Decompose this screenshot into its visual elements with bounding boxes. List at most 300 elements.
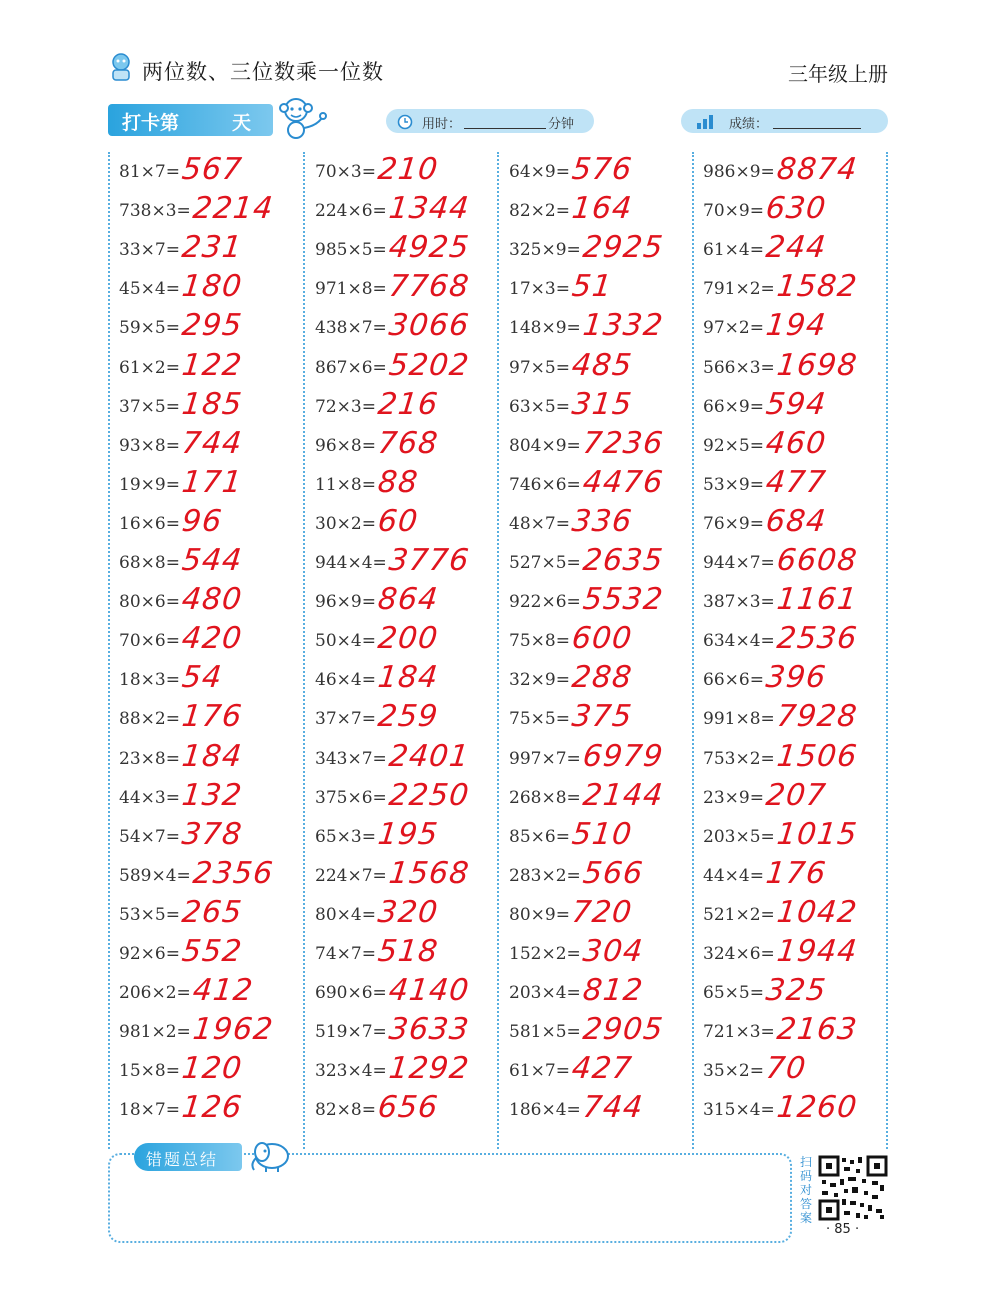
equation-text: 35×2=: [703, 1061, 764, 1082]
column-divider: [692, 152, 694, 1149]
problem-item: [509, 269, 689, 309]
handwritten-answer[interactable]: 1506: [775, 738, 860, 774]
equation-text: 80×9=: [509, 904, 570, 925]
handwritten-answer[interactable]: 864: [376, 582, 441, 618]
handwritten-answer[interactable]: 194: [764, 308, 829, 344]
equation-text: 634×4=: [703, 631, 775, 652]
handwritten-answer[interactable]: 315: [570, 386, 635, 422]
problem-item: [119, 699, 299, 739]
problem-item: [315, 660, 495, 700]
checkin-banner: [108, 104, 273, 136]
qr-code-icon[interactable]: [818, 1155, 888, 1221]
equation-text: 81×7=: [119, 162, 180, 182]
page-title: 两位数、三位数乘一位数: [142, 60, 384, 84]
problem-item: [509, 152, 689, 192]
equation-text: 66×6=: [703, 670, 764, 691]
handwritten-answer[interactable]: 768: [376, 425, 441, 461]
handwritten-answer[interactable]: 1344: [387, 191, 472, 227]
problem-item: [703, 816, 883, 857]
handwritten-answer[interactable]: 164: [570, 191, 635, 227]
handwritten-answer[interactable]: 4476: [581, 464, 666, 500]
handwritten-answer[interactable]: 265: [180, 894, 245, 930]
equation-text: 186×4=: [509, 1100, 581, 1121]
page-number: · 85 ·: [826, 1222, 860, 1237]
equation-text: 65×5=: [703, 983, 764, 1004]
equation-text: 32×9=: [509, 670, 570, 691]
problem-item: [119, 425, 299, 466]
page-header: [108, 50, 888, 90]
equation-text: 753×2=: [703, 748, 775, 769]
equation-text: 93×8=: [119, 435, 180, 456]
handwritten-answer[interactable]: 420: [180, 621, 245, 657]
handwritten-answer[interactable]: 656: [376, 1090, 441, 1126]
equation-text: 11×8=: [315, 474, 376, 495]
handwritten-answer[interactable]: 480: [180, 582, 245, 618]
equation-text: 203×4=: [509, 983, 581, 1004]
handwritten-answer[interactable]: 630: [764, 191, 829, 227]
equation-text: 981×2=: [119, 1022, 191, 1043]
handwritten-answer[interactable]: 744: [180, 425, 245, 461]
equation-text: 315×4=: [703, 1100, 775, 1121]
handwritten-answer[interactable]: 544: [180, 543, 245, 578]
equation-text: 566×3=: [703, 357, 775, 378]
problem-item: [703, 894, 883, 935]
equation-text: 64×9=: [509, 162, 570, 182]
handwritten-answer[interactable]: 412: [191, 973, 256, 1009]
problem-item: [119, 777, 299, 818]
equation-text: 438×7=: [315, 318, 387, 339]
equation-text: 18×7=: [119, 1100, 180, 1121]
problem-item: [703, 973, 883, 1013]
time-unit: 分钟: [548, 117, 575, 132]
problem-item: [703, 308, 883, 348]
equation-text: 986×9=: [703, 162, 775, 182]
equation-text: 589×4=: [119, 865, 191, 886]
problem-item: [703, 230, 883, 270]
problem-item: [509, 855, 689, 896]
equation-text: 65×3=: [315, 826, 376, 847]
handwritten-answer[interactable]: 171: [180, 464, 245, 500]
problem-item: [315, 230, 495, 270]
problem-item: [509, 621, 689, 661]
equation-text: 92×6=: [119, 944, 180, 964]
handwritten-answer[interactable]: 180: [180, 269, 245, 305]
problem-item: [119, 230, 299, 270]
problem-item: [315, 543, 495, 583]
handwritten-answer[interactable]: 120: [180, 1051, 245, 1087]
equation-text: 19×9=: [119, 474, 180, 495]
time-label: 用时：: [422, 117, 462, 132]
equation-text: 375×6=: [315, 787, 387, 808]
handwritten-answer[interactable]: 1698: [775, 347, 860, 383]
equation-text: 23×8=: [119, 748, 180, 769]
handwritten-answer[interactable]: 184: [376, 660, 441, 696]
problem-item: [119, 816, 299, 857]
equation-text: 152×2=: [509, 944, 581, 964]
handwritten-answer[interactable]: 684: [764, 503, 829, 539]
problem-item: [703, 777, 883, 818]
problem-item: [119, 1051, 299, 1091]
equation-text: 75×8=: [509, 631, 570, 652]
score-label: 成绩：: [729, 117, 769, 132]
problem-item: [703, 699, 883, 739]
column-divider: [886, 152, 888, 1149]
handwritten-answer[interactable]: 2163: [775, 1012, 860, 1048]
problem-item: [119, 191, 299, 231]
handwritten-answer[interactable]: 288: [570, 660, 635, 696]
error-summary-tag: [134, 1143, 242, 1171]
time-field[interactable]: [386, 109, 594, 133]
problem-item: [509, 1012, 689, 1052]
equation-text: 61×4=: [703, 240, 764, 261]
equation-text: 268×8=: [509, 787, 581, 808]
handwritten-answer[interactable]: 5202: [387, 347, 472, 383]
problem-item: [119, 660, 299, 700]
equation-text: 70×9=: [703, 201, 764, 222]
equation-text: 37×5=: [119, 396, 180, 417]
problem-item: [119, 738, 299, 779]
equation-text: 74×7=: [315, 944, 376, 964]
equation-text: 519×7=: [315, 1022, 387, 1043]
equation-text: 88×2=: [119, 709, 180, 730]
handwritten-answer[interactable]: 375: [570, 699, 635, 735]
handwritten-answer[interactable]: 378: [180, 816, 245, 852]
handwritten-answer[interactable]: 336: [570, 503, 635, 539]
problem-item: [509, 973, 689, 1013]
problem-item: [509, 1090, 689, 1130]
equation-text: 97×2=: [703, 318, 764, 339]
equation-text: 59×5=: [119, 318, 180, 339]
equation-text: 324×6=: [703, 944, 775, 964]
handwritten-answer[interactable]: 396: [764, 660, 829, 696]
handwritten-answer[interactable]: 88: [376, 464, 421, 500]
equation-text: 343×7=: [315, 748, 387, 769]
problem-item: [315, 777, 495, 818]
problem-item: [703, 386, 883, 427]
equation-text: 721×3=: [703, 1022, 775, 1043]
handwritten-answer[interactable]: 5532: [581, 582, 666, 618]
handwritten-answer[interactable]: 122: [180, 347, 245, 383]
problem-item: [119, 503, 299, 544]
problem-item: [315, 425, 495, 466]
problem-item: [509, 934, 689, 974]
equation-text: 97×5=: [509, 357, 570, 378]
grade-label: 三年级上册: [788, 62, 888, 86]
problem-item: [509, 582, 689, 622]
handwritten-answer[interactable]: 1962: [191, 1012, 276, 1048]
equation-text: 18×3=: [119, 670, 180, 691]
handwritten-answer[interactable]: 600: [570, 621, 635, 657]
handwritten-answer[interactable]: 1260: [775, 1090, 860, 1126]
handwritten-answer[interactable]: 7236: [581, 425, 666, 461]
handwritten-answer[interactable]: 2905: [581, 1012, 666, 1048]
problem-item: [315, 1012, 495, 1052]
equation-text: 17×3=: [509, 279, 570, 300]
monkey-mascot-icon: [276, 96, 328, 140]
problem-item: [315, 621, 495, 661]
handwritten-answer[interactable]: 1944: [775, 934, 860, 969]
equation-text: 80×6=: [119, 592, 180, 613]
equation-text: 325×9=: [509, 240, 581, 261]
handwritten-answer[interactable]: 304: [581, 934, 646, 969]
handwritten-answer[interactable]: 2214: [191, 191, 276, 227]
handwritten-answer[interactable]: 210: [376, 152, 441, 187]
handwritten-answer[interactable]: 6608: [775, 543, 860, 578]
column-divider: [303, 152, 305, 1149]
equation-text: 53×9=: [703, 474, 764, 495]
equation-text: 75×5=: [509, 709, 570, 730]
handwritten-answer[interactable]: 54: [180, 660, 225, 696]
equation-text: 61×2=: [119, 357, 180, 378]
problem-item: [119, 464, 299, 505]
problem-item: [509, 777, 689, 818]
problem-item: [703, 269, 883, 309]
score-field[interactable]: [681, 109, 888, 133]
problem-item: [119, 582, 299, 622]
equation-text: 33×7=: [119, 240, 180, 261]
handwritten-answer[interactable]: 2536: [775, 621, 860, 657]
problem-item: [509, 660, 689, 700]
problem-item: [315, 582, 495, 622]
handwritten-answer[interactable]: 320: [376, 894, 441, 930]
handwritten-answer[interactable]: 325: [764, 973, 829, 1009]
problem-item: [509, 1051, 689, 1091]
problem-item: [315, 738, 495, 779]
equation-text: 96×9=: [315, 592, 376, 613]
time-input-line[interactable]: [464, 128, 546, 129]
handwritten-answer[interactable]: 1042: [775, 894, 860, 930]
problem-item: [703, 425, 883, 466]
equation-text: 922×6=: [509, 592, 581, 613]
problem-item: [119, 269, 299, 309]
handwritten-answer[interactable]: 510: [570, 816, 635, 852]
handwritten-answer[interactable]: 70: [764, 1051, 809, 1087]
handwritten-answer[interactable]: 132: [180, 777, 245, 813]
handwritten-answer[interactable]: 4140: [387, 973, 472, 1009]
equation-text: 45×4=: [119, 279, 180, 300]
handwritten-answer[interactable]: 567: [180, 152, 245, 187]
equation-text: 690×6=: [315, 983, 387, 1004]
column-divider: [108, 152, 110, 1149]
equation-text: 283×2=: [509, 865, 581, 886]
equation-text: 804×9=: [509, 435, 581, 456]
bar-chart-icon: [695, 112, 717, 130]
equation-text: 387×3=: [703, 592, 775, 613]
equation-text: 30×2=: [315, 513, 376, 534]
problem-item: [703, 152, 883, 192]
problem-item: [119, 347, 299, 388]
problem-item: [315, 1090, 495, 1130]
handwritten-answer[interactable]: 7928: [775, 699, 860, 735]
handwritten-answer[interactable]: 6979: [581, 738, 666, 774]
problem-item: [119, 934, 299, 974]
problem-item: [703, 464, 883, 505]
handwritten-answer[interactable]: 1568: [387, 855, 472, 891]
equation-text: 971×8=: [315, 279, 387, 300]
handwritten-answer[interactable]: 2925: [581, 230, 666, 266]
equation-text: 50×4=: [315, 631, 376, 652]
problem-item: [509, 894, 689, 935]
handwritten-answer[interactable]: 185: [180, 386, 245, 422]
problem-item: [315, 308, 495, 348]
scan-label: 扫码对答案: [800, 1155, 813, 1225]
equation-text: 61×7=: [509, 1061, 570, 1082]
handwritten-answer[interactable]: 200: [376, 621, 441, 657]
error-summary-label: 错题总结: [146, 1150, 219, 1169]
handwritten-answer[interactable]: 566: [581, 855, 646, 891]
handwritten-answer[interactable]: 259: [376, 699, 441, 735]
handwritten-answer[interactable]: 518: [376, 934, 441, 969]
problem-item: [119, 621, 299, 661]
handwritten-answer[interactable]: 195: [376, 816, 441, 852]
problem-item: [119, 543, 299, 583]
equation-text: 44×4=: [703, 865, 764, 886]
handwritten-answer[interactable]: 1582: [775, 269, 860, 305]
handwritten-answer[interactable]: 176: [180, 699, 245, 735]
handwritten-answer[interactable]: 427: [570, 1051, 635, 1087]
handwritten-answer[interactable]: 720: [570, 894, 635, 930]
handwritten-answer[interactable]: 552: [180, 934, 245, 969]
handwritten-answer[interactable]: 3633: [387, 1012, 472, 1048]
problem-item: [119, 308, 299, 348]
problem-item: [509, 425, 689, 466]
equation-text: 16×6=: [119, 513, 180, 534]
equation-text: 53×5=: [119, 904, 180, 925]
equation-text: 203×5=: [703, 826, 775, 847]
problem-item: [315, 152, 495, 192]
problem-item: [315, 464, 495, 505]
equation-text: 70×3=: [315, 162, 376, 182]
handwritten-answer[interactable]: 4925: [387, 230, 472, 266]
problem-item: [315, 1051, 495, 1091]
handwritten-answer[interactable]: 1015: [775, 816, 860, 852]
equation-text: 224×7=: [315, 865, 387, 886]
problem-item: [509, 816, 689, 857]
checkin-suffix: 天: [232, 112, 252, 134]
equation-text: 72×3=: [315, 396, 376, 417]
handwritten-answer[interactable]: 126: [180, 1090, 245, 1126]
handwritten-answer[interactable]: 485: [570, 347, 635, 383]
problem-item: [703, 503, 883, 544]
handwritten-answer[interactable]: 184: [180, 738, 245, 774]
handwritten-answer[interactable]: 2356: [191, 855, 276, 891]
equation-text: 46×4=: [315, 670, 376, 691]
handwritten-answer[interactable]: 1161: [775, 582, 860, 618]
equation-text: 82×8=: [315, 1100, 376, 1121]
handwritten-answer[interactable]: 594: [764, 386, 829, 422]
handwritten-answer[interactable]: 2250: [387, 777, 472, 813]
problem-item: [315, 816, 495, 857]
equation-text: 37×7=: [315, 709, 376, 730]
problem-item: [315, 934, 495, 974]
problem-item: [119, 1090, 299, 1130]
score-input-line[interactable]: [773, 128, 861, 129]
equation-text: 985×5=: [315, 240, 387, 261]
equation-text: 96×8=: [315, 435, 376, 456]
problem-item: [315, 503, 495, 544]
handwritten-answer[interactable]: 8874: [775, 152, 860, 187]
problem-item: [703, 543, 883, 583]
problem-item: [703, 1090, 883, 1130]
equation-text: 746×6=: [509, 474, 581, 495]
equation-text: 92×5=: [703, 435, 764, 456]
handwritten-answer[interactable]: 812: [581, 973, 646, 1009]
handwritten-answer[interactable]: 244: [764, 230, 829, 266]
handwritten-answer[interactable]: 60: [376, 503, 421, 539]
equation-text: 15×8=: [119, 1061, 180, 1082]
equation-text: 224×6=: [315, 201, 387, 222]
equation-text: 991×8=: [703, 709, 775, 730]
handwritten-answer[interactable]: 2401: [387, 738, 472, 774]
equation-text: 581×5=: [509, 1022, 581, 1043]
equation-text: 85×6=: [509, 826, 570, 847]
handwritten-answer[interactable]: 2635: [581, 543, 666, 578]
problem-item: [315, 855, 495, 896]
equation-text: 527×5=: [509, 553, 581, 573]
problem-item: [703, 738, 883, 779]
problem-item: [315, 191, 495, 231]
equation-text: 738×3=: [119, 201, 191, 222]
problem-item: [119, 973, 299, 1013]
equation-text: 66×9=: [703, 396, 764, 417]
problem-item: [703, 621, 883, 661]
checkin-prefix: 打卡第: [122, 112, 180, 134]
handwritten-answer[interactable]: 477: [764, 464, 829, 500]
equation-text: 521×2=: [703, 904, 775, 925]
problem-item: [119, 894, 299, 935]
equation-text: 54×7=: [119, 826, 180, 847]
problem-item: [703, 1012, 883, 1052]
problem-item: [509, 386, 689, 427]
problem-item: [119, 1012, 299, 1052]
problem-item: [119, 152, 299, 192]
equation-text: 206×2=: [119, 983, 191, 1004]
alarm-clock-icon: [396, 112, 414, 130]
problem-item: [509, 543, 689, 583]
column-divider: [497, 152, 499, 1149]
handwritten-answer[interactable]: 576: [570, 152, 635, 187]
handwritten-answer[interactable]: 744: [581, 1090, 646, 1126]
handwritten-answer[interactable]: 1292: [387, 1051, 472, 1087]
mascot-logo-icon: [108, 52, 134, 82]
handwritten-answer[interactable]: 51: [570, 269, 615, 305]
equation-text: 944×4=: [315, 553, 387, 573]
problem-item: [703, 934, 883, 974]
equation-text: 148×9=: [509, 318, 581, 339]
handwritten-answer[interactable]: 3066: [387, 308, 472, 344]
problem-item: [509, 738, 689, 779]
problem-item: [509, 191, 689, 231]
handwritten-answer[interactable]: 3776: [387, 543, 472, 578]
elephant-mascot-icon: [246, 1136, 294, 1174]
handwritten-answer[interactable]: 1332: [581, 308, 666, 344]
handwritten-answer[interactable]: 207: [764, 777, 829, 813]
problem-item: [703, 1051, 883, 1091]
equation-text: 23×9=: [703, 787, 764, 808]
equation-text: 48×7=: [509, 513, 570, 534]
handwritten-answer[interactable]: 176: [764, 855, 829, 891]
handwritten-answer[interactable]: 7768: [387, 269, 472, 305]
problem-item: [703, 582, 883, 622]
handwritten-answer[interactable]: 460: [764, 425, 829, 461]
handwritten-answer[interactable]: 96: [180, 503, 225, 539]
handwritten-answer[interactable]: 295: [180, 308, 245, 344]
handwritten-answer[interactable]: 216: [376, 386, 441, 422]
handwritten-answer[interactable]: 231: [180, 230, 245, 266]
problem-item: [703, 191, 883, 231]
handwritten-answer[interactable]: 2144: [581, 777, 666, 813]
equation-text: 80×4=: [315, 904, 376, 925]
